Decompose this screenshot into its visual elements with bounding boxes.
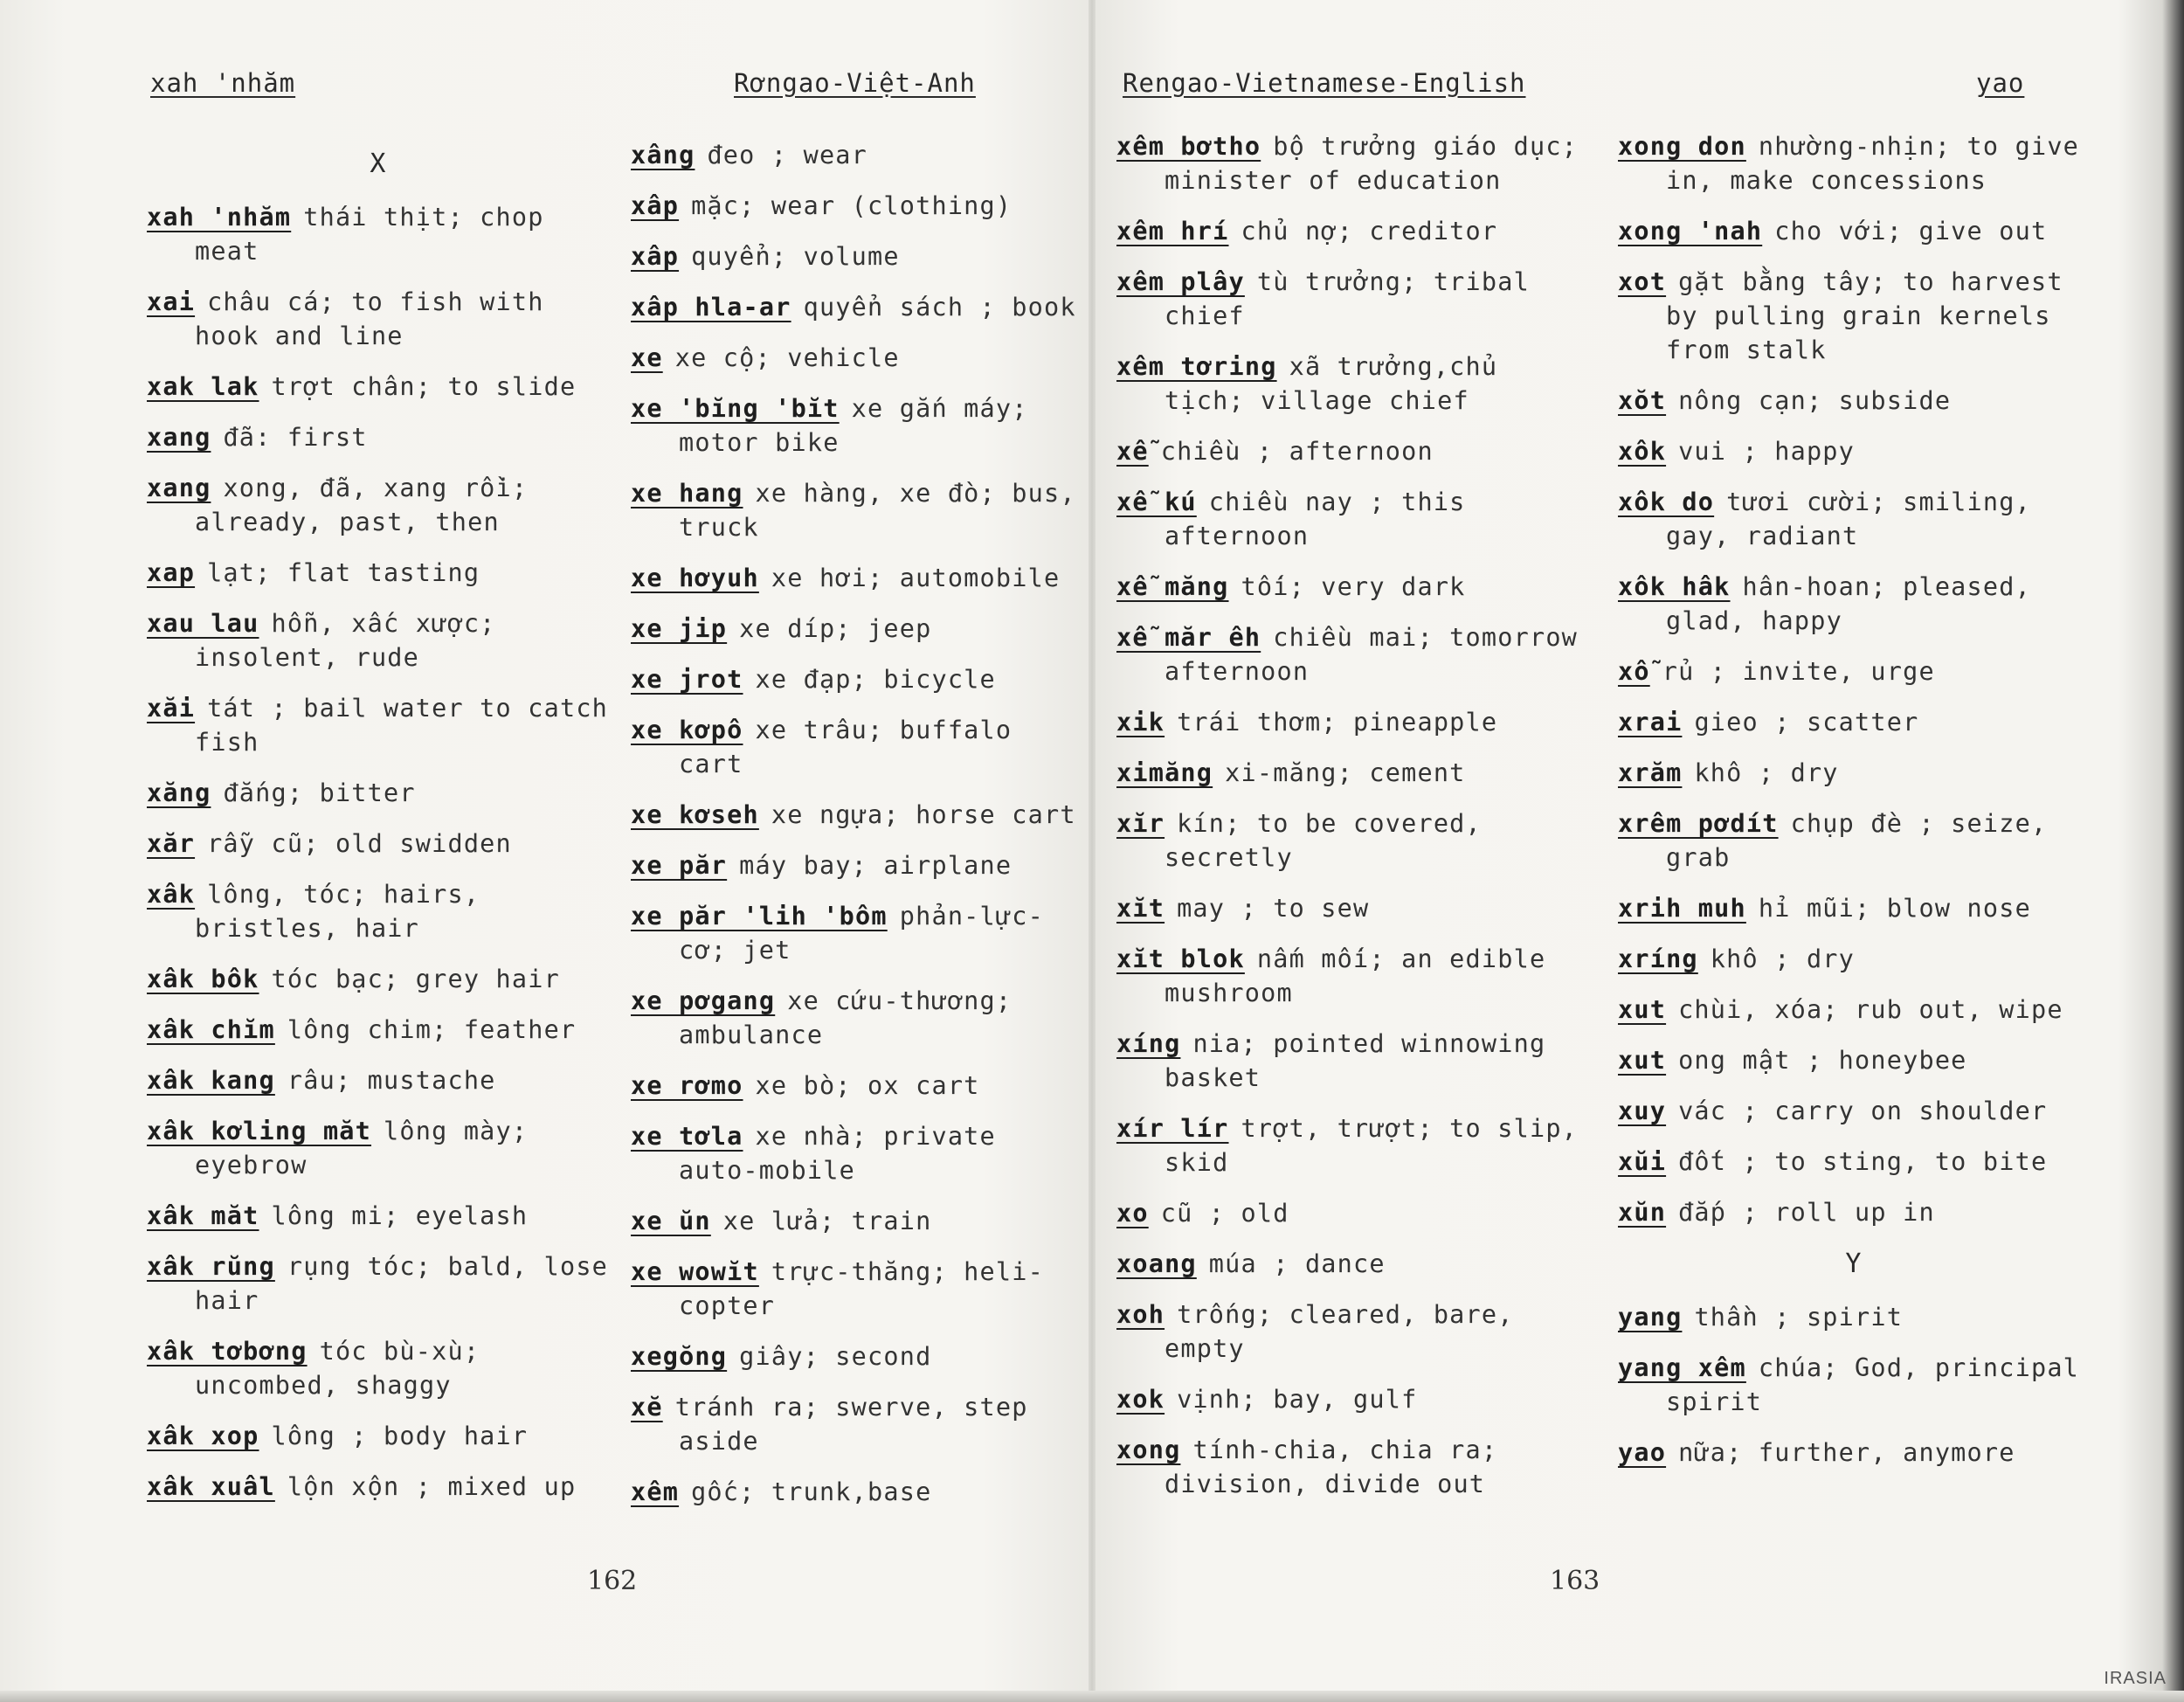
definition: xong, đã, xang rồi; already, past, then xyxy=(195,474,529,536)
headword: xong xyxy=(1116,1436,1181,1464)
headword: xâp xyxy=(631,242,680,271)
headword: xír lír xyxy=(1116,1114,1229,1143)
headword: xe xyxy=(631,343,663,372)
dictionary-entry xyxy=(1116,1382,1588,1416)
headword: xap xyxy=(147,558,196,587)
definition: chủ nợ; creditor xyxy=(1241,217,1498,246)
definition: gieo ; scatter xyxy=(1694,708,1919,737)
definition: đắng; bitter xyxy=(223,778,416,807)
headword: xe hơyuh xyxy=(631,564,759,592)
headword: xâk kang xyxy=(147,1066,275,1095)
definition: lông, tóc; hairs, bristles, hair xyxy=(195,880,480,943)
definition: đắp ; roll up in xyxy=(1678,1198,1935,1227)
headword: xâk kơling măt xyxy=(147,1117,372,1145)
dictionary-entry xyxy=(631,1069,1085,1103)
headword: xot xyxy=(1618,267,1667,296)
headword: xe păr 'lih 'bôm xyxy=(631,902,888,931)
definition: thần ; spirit xyxy=(1694,1303,1904,1332)
definition: máy bay; airplane xyxy=(739,851,1013,880)
headword: xĭr xyxy=(1116,809,1165,838)
page-number-right: 163 xyxy=(1550,1566,1600,1596)
dictionary-entry xyxy=(147,471,610,539)
headword: xăng xyxy=(147,778,211,807)
headword: xễ kú xyxy=(1116,488,1197,516)
headword: xêm xyxy=(631,1477,680,1506)
definition: khô ; dry xyxy=(1710,944,1856,973)
definition: hỗn, xấc xược; insolent, rude xyxy=(195,609,496,672)
definition: xe díp; jeep xyxy=(739,614,932,643)
left-page-title: Rơngao-Việt-Anh xyxy=(734,68,976,98)
column-4 xyxy=(1618,129,2090,1486)
dictionary-entry xyxy=(631,798,1085,832)
dictionary-entry xyxy=(1618,1094,2090,1128)
definition: chiều mai; tomorrow afternoon xyxy=(1165,623,1579,686)
dictionary-entry xyxy=(631,899,1085,967)
headword: xe tơla xyxy=(631,1122,743,1151)
dictionary-entry xyxy=(1116,620,1588,688)
headword: xik xyxy=(1116,708,1165,737)
dictionary-entry xyxy=(631,341,1085,375)
definition: khô ; dry xyxy=(1694,758,1839,787)
headword: xut xyxy=(1618,1046,1667,1075)
definition: tóc bạc; grey hair xyxy=(271,965,560,993)
dictionary-entry xyxy=(1116,265,1588,333)
headword: xâk tơbơng xyxy=(147,1337,308,1366)
dictionary-entry xyxy=(147,1419,610,1453)
definition: tóc bù-xù; uncombed, shaggy xyxy=(195,1337,480,1400)
dictionary-entry xyxy=(147,827,610,861)
definition: xã trưởng,chủ tịch; village chief xyxy=(1165,352,1498,415)
right-guide-word: yao xyxy=(1976,68,2025,98)
headword: xâp xyxy=(631,191,680,220)
dictionary-entry xyxy=(1618,654,2090,688)
dictionary-entry xyxy=(631,612,1085,646)
dictionary-entry xyxy=(147,1470,610,1504)
definition: mặc; wear (clothing) xyxy=(691,191,1013,220)
headword: xêm plây xyxy=(1116,267,1245,296)
definition: râu; mustache xyxy=(287,1066,496,1095)
headword: xong don xyxy=(1618,132,1746,161)
dictionary-entry xyxy=(1116,349,1588,418)
headword: xoh xyxy=(1116,1300,1165,1329)
dictionary-entry xyxy=(147,1249,610,1318)
dictionary-entry xyxy=(147,691,610,759)
page-bottom-edge xyxy=(0,1691,2184,1702)
headword: xĭt xyxy=(1116,894,1165,923)
headword: xâk xop xyxy=(147,1422,259,1450)
headword: xríng xyxy=(1618,944,1698,973)
definition: lông ; body hair xyxy=(271,1422,529,1450)
definition: lạt; flat tasting xyxy=(207,558,480,587)
headword: xe jip xyxy=(631,614,728,643)
headword: xe hang xyxy=(631,479,743,508)
definition: vịnh; bay, gulf xyxy=(1177,1385,1418,1414)
dictionary-entry xyxy=(631,1339,1085,1373)
dictionary-entry xyxy=(1618,993,2090,1027)
definition: gặt bằng tây; to harvest by pulling grain kernels from stalk xyxy=(1666,267,2063,364)
dictionary-entry xyxy=(1116,570,1588,604)
definition: xe ngựa; horse cart xyxy=(771,800,1076,829)
dictionary-entry xyxy=(631,1204,1085,1238)
definition: tránh ra; swerve, step aside xyxy=(674,1393,1028,1456)
headword: xrih muh xyxy=(1618,894,1746,923)
definition: rẫy cũ; old swidden xyxy=(207,829,512,858)
headword: xang xyxy=(147,423,211,452)
headword: xe kơseh xyxy=(631,800,759,829)
dictionary-entry xyxy=(1116,485,1588,553)
definition: nông cạn; subside xyxy=(1678,386,1952,415)
definition: chiều nay ; this afternoon xyxy=(1165,488,1466,550)
headword: yang xêm xyxy=(1618,1353,1746,1382)
dictionary-entry xyxy=(631,984,1085,1052)
headword: xêm bơtho xyxy=(1116,132,1261,161)
dictionary-entry xyxy=(1618,434,2090,468)
definition: nia; pointed winnowing basket xyxy=(1165,1029,1546,1092)
headword: xe ŭn xyxy=(631,1207,711,1235)
headword: xŏt xyxy=(1618,386,1667,415)
headword: xut xyxy=(1618,995,1667,1024)
definition: nấm mối; an edible mushroom xyxy=(1165,944,1546,1007)
dictionary-entry xyxy=(1116,891,1588,925)
dictionary-entry xyxy=(631,476,1085,544)
headword: xŭi xyxy=(1618,1147,1667,1176)
headword: xrăm xyxy=(1618,758,1683,787)
dictionary-entry xyxy=(1116,756,1588,790)
headword: xŭn xyxy=(1618,1198,1667,1227)
page-number-left: 162 xyxy=(587,1566,638,1596)
dictionary-entry xyxy=(1618,1351,2090,1419)
headword: xe 'bĭng 'bĭt xyxy=(631,394,840,423)
definition: xe đạp; bicycle xyxy=(755,665,996,694)
headword: xai xyxy=(147,287,196,316)
dictionary-entry xyxy=(631,391,1085,460)
headword: xễ măng xyxy=(1116,572,1229,601)
definition: trực-thăng; heli-copter xyxy=(679,1257,1044,1320)
definition: lông mi; eyelash xyxy=(271,1201,529,1230)
dictionary-entry xyxy=(1618,265,2090,367)
headword: xâk rŭng xyxy=(147,1252,275,1281)
dictionary-entry xyxy=(631,848,1085,882)
headword: xâk bôk xyxy=(147,965,259,993)
dictionary-entry xyxy=(1618,570,2090,638)
definition: kín; to be covered, secretly xyxy=(1165,809,1482,872)
definition: nhường-nhịn; to give in, make concessions xyxy=(1666,132,2080,195)
headword: xah 'nhăm xyxy=(147,203,292,232)
definition: châu cá; to fish with hook and line xyxy=(195,287,544,350)
definition: xe cứu-thương; ambulance xyxy=(679,986,1013,1049)
dictionary-entry xyxy=(1116,129,1588,197)
column-3 xyxy=(1116,129,1588,1518)
dictionary-entry xyxy=(631,1119,1085,1187)
dictionary-entry xyxy=(1116,214,1588,248)
definition: bộ trưởng giáo dục; minister of education xyxy=(1165,132,1579,195)
headword: xok xyxy=(1116,1385,1165,1414)
headword: xrêm pơdít xyxy=(1618,809,1779,838)
definition: xi-măng; cement xyxy=(1225,758,1466,787)
dictionary-entry xyxy=(1116,1027,1588,1095)
watermark: IRASIA xyxy=(2104,1669,2167,1688)
dictionary-entry xyxy=(1618,1145,2090,1179)
definition: xe hơi; automobile xyxy=(771,564,1061,592)
headword: xôk xyxy=(1618,437,1667,466)
headword: xôk do xyxy=(1618,488,1715,516)
dictionary-entry xyxy=(1116,434,1588,468)
headword: xỗ xyxy=(1618,657,1650,686)
headword: xĕ xyxy=(631,1393,663,1422)
headword: xâk chĭm xyxy=(147,1015,275,1044)
definition: trợt, trượt; to slip, skid xyxy=(1165,1114,1579,1177)
definition: múa ; dance xyxy=(1208,1249,1386,1278)
dictionary-entry xyxy=(631,1475,1085,1509)
definition: vác ; carry on shoulder xyxy=(1678,1097,2048,1125)
dictionary-entry xyxy=(1618,214,2090,248)
dictionary-entry xyxy=(1618,1195,2090,1229)
definition: xe trâu; buffalo cart xyxy=(679,716,1013,778)
dictionary-entry xyxy=(631,239,1085,273)
dictionary-entry xyxy=(1618,384,2090,418)
dictionary-entry xyxy=(631,290,1085,324)
headword: xôk hâk xyxy=(1618,572,1731,601)
headword: xêm tơring xyxy=(1116,352,1277,381)
definition: xe nhà; private auto-mobile xyxy=(679,1122,996,1185)
dictionary-entry xyxy=(1618,485,2090,553)
dictionary-entry xyxy=(1618,891,2090,925)
headword: xăi xyxy=(147,694,196,723)
dictionary-entry xyxy=(631,713,1085,781)
definition: xe lửa; train xyxy=(722,1207,932,1235)
dictionary-entry xyxy=(1618,1300,2090,1334)
headword: xoang xyxy=(1116,1249,1197,1278)
definition: may ; to sew xyxy=(1177,894,1370,923)
headword: xe kơpô xyxy=(631,716,743,744)
dictionary-entry xyxy=(1618,942,2090,976)
headword: xâp hla-ar xyxy=(631,293,791,322)
definition: hỉ mũi; blow nose xyxy=(1758,894,2031,923)
definition: tối; very dark xyxy=(1241,572,1466,601)
headword: xíng xyxy=(1116,1029,1181,1058)
headword: xâk xuâl xyxy=(147,1472,275,1501)
definition: thái thịt; chop meat xyxy=(195,203,544,266)
headword: xak lak xyxy=(147,372,259,401)
column-1 xyxy=(147,129,610,1520)
dictionary-entry xyxy=(147,200,610,268)
dictionary-entry xyxy=(1618,705,2090,739)
definition: xe hàng, xe đò; bus, truck xyxy=(679,479,1076,542)
definition: đốt ; to sting, to bite xyxy=(1678,1147,2048,1176)
dictionary-entry xyxy=(631,138,1085,172)
definition: xe bò; ox cart xyxy=(755,1071,980,1100)
headword: xau lau xyxy=(147,609,259,638)
dictionary-entry xyxy=(1116,942,1588,1010)
headword: xễ măr êh xyxy=(1116,623,1261,652)
definition: đã: first xyxy=(223,423,368,452)
dictionary-entry xyxy=(1116,1111,1588,1180)
headword: xâk xyxy=(147,880,196,909)
definition: lông chim; feather xyxy=(287,1015,577,1044)
definition: xe cộ; vehicle xyxy=(674,343,900,372)
definition: quyển; volume xyxy=(691,242,900,271)
definition: hân-hoan; pleased, glad, happy xyxy=(1666,572,2031,635)
definition: cũ ; old xyxy=(1160,1199,1289,1228)
headword: xe rơmo xyxy=(631,1071,743,1100)
dictionary-entry xyxy=(1116,1297,1588,1366)
definition: rủ ; invite, urge xyxy=(1662,657,1935,686)
dictionary-entry xyxy=(631,662,1085,696)
headword: ximăng xyxy=(1116,758,1213,787)
headword: xễ xyxy=(1116,437,1149,466)
definition: lông mày; eyebrow xyxy=(195,1117,529,1180)
headword: yang xyxy=(1618,1303,1683,1332)
definition: chụp đè ; seize, grab xyxy=(1666,809,2048,872)
headword: xe wowĭt xyxy=(631,1257,759,1286)
definition: phản-lực-cơ; jet xyxy=(679,902,1044,965)
dictionary-entry xyxy=(147,1013,610,1047)
headword: xong 'nah xyxy=(1618,217,1763,246)
headword: xegŏng xyxy=(631,1342,728,1371)
definition: chiều ; afternoon xyxy=(1160,437,1434,466)
definition: gốc; trunk,base xyxy=(691,1477,932,1506)
headword: xĭt blok xyxy=(1116,944,1245,973)
section-letter-x: X xyxy=(370,149,387,179)
definition: trống; cleared, bare, empty xyxy=(1165,1300,1514,1363)
definition: đeo ; wear xyxy=(707,141,868,170)
dictionary-entry xyxy=(147,776,610,810)
dictionary-entry xyxy=(1618,1043,2090,1077)
definition: trái thơm; pineapple xyxy=(1177,708,1498,737)
dictionary-entry xyxy=(1618,756,2090,790)
definition: cho với; give out xyxy=(1774,217,2048,246)
headword: xang xyxy=(147,474,211,502)
dictionary-entry xyxy=(147,370,610,404)
dictionary-entry xyxy=(1618,129,2090,197)
dictionary-entry xyxy=(147,285,610,353)
headword: xâk măt xyxy=(147,1201,259,1230)
headword: xăr xyxy=(147,829,196,858)
dictionary-entry xyxy=(1116,1247,1588,1281)
definition: tươi cười; smiling, gay, radiant xyxy=(1666,488,2031,550)
definition: tù trưởng; tribal chief xyxy=(1165,267,1530,330)
dictionary-entry xyxy=(147,877,610,945)
book-gutter xyxy=(1089,0,1095,1702)
headword: xe jrot xyxy=(631,665,743,694)
headword: xrai xyxy=(1618,708,1683,737)
definition: tát ; bail water to catch fish xyxy=(195,694,609,757)
definition: rụng tóc; bald, lose hair xyxy=(195,1252,609,1315)
dictionary-entry xyxy=(147,1334,610,1402)
left-guide-word: xah 'nhăm xyxy=(150,68,296,98)
dictionary-entry xyxy=(1116,1433,1588,1501)
definition: trợt chân; to slide xyxy=(271,372,577,401)
headword: xâng xyxy=(631,141,695,170)
dictionary-entry xyxy=(1116,705,1588,739)
definition: quyển sách ; book xyxy=(803,293,1076,322)
dictionary-entry xyxy=(147,1063,610,1097)
dictionary-entry xyxy=(631,1255,1085,1323)
definition: vui ; happy xyxy=(1678,437,1856,466)
headword: xe păr xyxy=(631,851,728,880)
column-2 xyxy=(631,138,1085,1526)
dictionary-entry xyxy=(1618,806,2090,875)
dictionary-entry xyxy=(147,1199,610,1233)
dictionary-entry xyxy=(631,189,1085,223)
definition: xe gắn máy; motor bike xyxy=(679,394,1028,457)
dictionary-entry xyxy=(1116,1196,1588,1230)
definition: tính-chia, chia ra; division, divide out xyxy=(1165,1436,1498,1498)
definition: chùi, xóa; rub out, wipe xyxy=(1678,995,2063,1024)
definition: chúa; God, principal spirit xyxy=(1666,1353,2080,1416)
headword: xuy xyxy=(1618,1097,1667,1125)
headword: xe pơgang xyxy=(631,986,776,1015)
definition: ong mật ; honeybee xyxy=(1678,1046,1967,1075)
dictionary-entry xyxy=(147,420,610,454)
dictionary-entry xyxy=(147,1114,610,1182)
dictionary-entry xyxy=(631,1390,1085,1458)
dictionary-entry xyxy=(147,556,610,590)
definition: nữa; further, anymore xyxy=(1678,1438,2015,1467)
dictionary-entry xyxy=(1116,806,1588,875)
section-letter-y: Y xyxy=(1845,1249,1863,1279)
definition: lộn xộn ; mixed up xyxy=(287,1472,577,1501)
right-page-title: Rengao-Vietnamese-English xyxy=(1123,68,1526,98)
headword: xo xyxy=(1116,1199,1149,1228)
dictionary-entry xyxy=(147,962,610,996)
dictionary-entry xyxy=(147,606,610,675)
definition: giây; second xyxy=(739,1342,932,1371)
headword: yao xyxy=(1618,1438,1667,1467)
headword: xêm hrí xyxy=(1116,217,1229,246)
dictionary-entry xyxy=(1618,1436,2090,1470)
dictionary-entry xyxy=(631,561,1085,595)
